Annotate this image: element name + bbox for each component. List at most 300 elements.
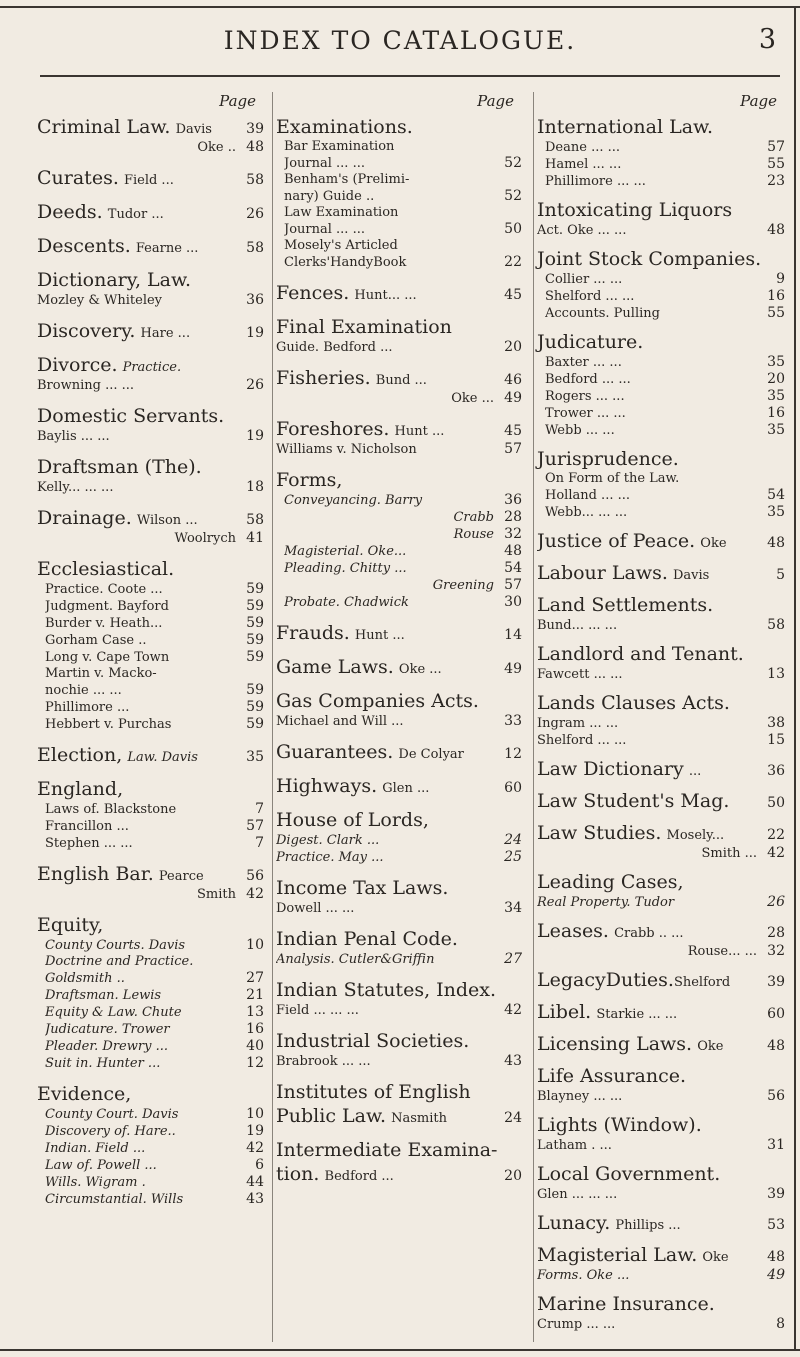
sub-entry-text: Journal ... ... [284, 222, 365, 237]
page-title: INDEX TO CATALOGUE. [223, 26, 577, 55]
index-entry [37, 234, 264, 258]
entry-page: 22 [767, 827, 785, 843]
sub-entry-page: 59 [246, 716, 264, 732]
sub-entry-row [537, 305, 785, 322]
entry-author: Shelford ... ... [537, 733, 627, 748]
entry-page: 56 [246, 868, 264, 884]
entry-page: 14 [504, 627, 522, 643]
sub-entry-text: Benham's (Prelimi- [284, 172, 410, 187]
entry-sublist [37, 801, 264, 852]
sub-entry-page: 50 [504, 221, 522, 237]
sub-entry-row [537, 354, 785, 371]
entry-page: 26 [246, 206, 264, 222]
entry-heading: International Law. [537, 116, 714, 138]
entry-heading: Deeds. [37, 201, 103, 223]
index-entry [537, 1243, 785, 1284]
sub-entry-row [537, 405, 785, 422]
entry-sublist [276, 139, 522, 271]
entry-heading: Law Studies. [537, 822, 662, 844]
sub-entry-page: 52 [504, 155, 522, 171]
sub-entry-text: Laws of. Blackstone [45, 802, 177, 817]
entry-page: 28 [767, 925, 785, 941]
sub-entry-row [537, 173, 785, 190]
sub-entry-text: Stephen ... ... [45, 836, 133, 851]
entry-heading: Industrial Societies. [276, 1030, 470, 1052]
sub-entry-page: 59 [246, 632, 264, 648]
entry-heading: Jurisprudence. [537, 448, 679, 470]
index-entry [276, 115, 522, 271]
index-entry [276, 417, 522, 458]
entry-page: 58 [246, 172, 264, 188]
entry-author: Crabb .. ... [614, 926, 684, 941]
entry-page: 57 [504, 441, 522, 457]
sub-entry-page: 7 [255, 835, 264, 851]
sub-entry-row [276, 221, 522, 238]
sub-entry-text: Bar Examination [284, 139, 395, 154]
index-entry [537, 691, 785, 749]
entry-heading: Fences. [276, 282, 350, 304]
entry-page: 36 [767, 763, 785, 779]
index-entry [276, 1138, 522, 1186]
sub-entry-row [37, 1106, 264, 1123]
page-header [0, 26, 800, 66]
entry-heading: Curates. [37, 167, 119, 189]
sub-entry-page: 54 [504, 560, 522, 576]
sub-entry-text: Magisterial. Oke... [284, 544, 407, 559]
sub-entry-text: Indian. Field ... [45, 1141, 146, 1156]
index-entry [537, 447, 785, 521]
entry-page: 24 [504, 832, 522, 848]
entry-heading: Land Settlements. [537, 594, 714, 616]
sub-entry-row [37, 1123, 264, 1140]
entry-page: 45 [504, 287, 522, 303]
index-entry [537, 821, 785, 862]
index-entry [37, 404, 264, 445]
sub-entry-page: 48 [504, 543, 522, 559]
entry-heading: Ecclesiastical. [37, 558, 175, 580]
entry-page: 50 [767, 795, 785, 811]
entry-heading: House of Lords, [276, 809, 429, 831]
sub-entry-text: Draftsman. Lewis [45, 988, 162, 1003]
sub-entry-text: Deane ... ... [545, 140, 620, 155]
entry-heading: Evidence, [37, 1083, 132, 1105]
sub-entry-row [276, 543, 522, 560]
sub-entry-page: 6 [255, 1157, 264, 1173]
sub-entry-text: Gorham Case .. [45, 633, 147, 648]
sub-entry-text: Phillimore ... [45, 700, 130, 715]
entry-heading: Examinations. [276, 116, 413, 138]
sub-entry-page: 59 [246, 598, 264, 614]
entry-page: 42 [767, 845, 785, 861]
entry-author: Oke .. [197, 140, 236, 155]
entry-page: 18 [246, 479, 264, 495]
entry-heading: Intermediate Examina- [276, 1139, 498, 1161]
entry-heading: Judicature. [537, 331, 644, 353]
index-entry [537, 198, 785, 239]
sub-entry-page: 19 [246, 1123, 264, 1139]
sub-entry-page: 10 [246, 937, 264, 953]
index-entry [276, 621, 522, 645]
sub-entry-page: 35 [767, 388, 785, 404]
index-entry [276, 774, 522, 798]
index-entry [37, 200, 264, 224]
sub-entry-text: Bedford ... ... [545, 372, 631, 387]
sub-entry-text: Collier ... ... [545, 272, 623, 287]
sub-entry-text: Mosely's Articled [284, 238, 398, 253]
sub-entry-row [37, 937, 264, 954]
entry-page: 43 [504, 1053, 522, 1069]
sub-entry-page: 52 [504, 188, 522, 204]
entry-page: 38 [767, 715, 785, 731]
entry-page: 34 [504, 900, 522, 916]
entry-page: 48 [767, 1038, 785, 1054]
entry-sublist [537, 471, 785, 521]
sub-entry-text: Law Examination [284, 205, 399, 220]
index-entry [37, 268, 264, 309]
entry-page: 48 [767, 1249, 785, 1265]
entry-author: Kelly... ... ... [37, 480, 114, 495]
entry-author: Law. Davis [127, 750, 198, 765]
sub-entry-row [37, 649, 264, 666]
frame-bottom-border [0, 1349, 800, 1351]
sub-entry-page: 12 [246, 1055, 264, 1071]
entry-author: Hunt ... [394, 424, 445, 439]
sub-entry-row [37, 1055, 264, 1072]
entry-heading: Domestic Servants. [37, 405, 225, 427]
index-entry [37, 319, 264, 343]
entry-heading: Life Assurance. [537, 1065, 687, 1087]
sub-entry-text: nary) Guide .. [284, 189, 375, 204]
entry-author: Hunt ... [354, 628, 405, 643]
sub-entry-text: Suit in. Hunter ... [45, 1056, 161, 1071]
sub-entry-row [37, 699, 264, 716]
sub-entry-row [537, 271, 785, 288]
entry-heading: Law Student's Mag. [537, 790, 730, 812]
entry-author: Digest. Clark ... [276, 833, 380, 848]
sub-entry-page: 13 [246, 1004, 264, 1020]
entry-author: Bedford ... [324, 1169, 394, 1184]
entry-page: 56 [767, 1088, 785, 1104]
index-entry [37, 557, 264, 733]
entry-heading: Indian Penal Code. [276, 928, 458, 950]
entry-author: De Colyar [398, 747, 464, 762]
entry-author: Crump ... ... [537, 1317, 616, 1332]
index-entry [276, 978, 522, 1019]
index-entry [37, 353, 264, 394]
sub-entry-page: 23 [767, 173, 785, 189]
entry-author: Ingram ... ... [537, 716, 619, 731]
sub-entry-page: 59 [246, 682, 264, 698]
sub-entry-row [37, 801, 264, 818]
entry-page: 49 [767, 1267, 785, 1283]
entry-heading: Indian Statutes, Index. [276, 979, 497, 1001]
entry-page: 53 [767, 1217, 785, 1233]
index-entry [276, 281, 522, 305]
sub-entry-page: 59 [246, 649, 264, 665]
sub-entry-row [37, 581, 264, 598]
entry-page: 24 [504, 1110, 522, 1126]
entry-heading: Lands Clauses Acts. [537, 692, 730, 714]
entry-heading: tion. [276, 1163, 320, 1185]
entry-author: Blayney ... ... [537, 1089, 623, 1104]
sub-entry-page: 35 [767, 354, 785, 370]
sub-entry-text: On Form of the Law. [545, 471, 680, 486]
entry-author: Oke ... [398, 662, 442, 677]
entry-heading: Gas Companies Acts. [276, 690, 479, 712]
sub-entry-text: Discovery of. Hare.. [45, 1124, 176, 1139]
entry-page: 39 [767, 1186, 785, 1202]
sub-entry-text: Journal ... ... [284, 156, 365, 171]
entry-author: Browning ... ... [37, 378, 135, 393]
entry-page: 46 [504, 372, 522, 388]
sub-entry-page: 30 [504, 594, 522, 610]
entry-heading: Labour Laws. [537, 562, 668, 584]
sub-entry-page: 22 [504, 254, 522, 270]
sub-entry-row [37, 1140, 264, 1157]
page-column-label: Page [740, 92, 777, 110]
index-entry [37, 743, 264, 767]
entry-heading: Libel. [537, 1001, 592, 1023]
entry-author: Guide. Bedford ... [276, 340, 393, 355]
sub-entry-page: 55 [767, 305, 785, 321]
sub-entry-text: Greening [432, 578, 494, 593]
entry-heading: English Bar. [37, 863, 154, 885]
index-entry [537, 115, 785, 190]
entry-heading: Descents. [37, 235, 131, 257]
sub-entry-row [276, 492, 522, 509]
sub-entry-row [37, 1174, 264, 1191]
entry-page: 33 [504, 713, 522, 729]
entry-heading: Leading Cases, [537, 871, 684, 893]
index-column-3 [533, 92, 785, 1342]
sub-entry-text: Webb... ... ... [545, 505, 628, 520]
entry-heading: England, [37, 778, 124, 800]
entry-page: 48 [767, 222, 785, 238]
entry-author: Nasmith [391, 1111, 447, 1126]
sub-entry-row [37, 835, 264, 852]
sub-entry-text: Long v. Cape Town [45, 650, 170, 665]
index-entry [276, 689, 522, 730]
sub-entry-page: 36 [504, 492, 522, 508]
sub-entry-page: 42 [246, 1140, 264, 1156]
entry-author: Fawcett ... ... [537, 667, 623, 682]
sub-entry-row [37, 818, 264, 835]
entry-heading: Marine Insurance. [537, 1293, 715, 1315]
entry-author: Pearce [158, 869, 204, 884]
index-entry [537, 529, 785, 553]
page-column-label: Page [477, 92, 514, 110]
sub-entry-text: Rouse [453, 527, 494, 542]
entry-heading: Intoxicating Liquors [537, 199, 733, 221]
entry-sublist [37, 1106, 264, 1208]
sub-entry-text: County Court. Davis [45, 1107, 179, 1122]
entry-author: Forms. Oke ... [537, 1268, 630, 1283]
entry-page: 39 [246, 121, 264, 137]
index-entry [37, 777, 264, 852]
sub-entry-text: Baxter ... ... [545, 355, 622, 370]
sub-entry-row [276, 254, 522, 271]
entry-page: 12 [504, 746, 522, 762]
entry-author: Field ... [123, 173, 174, 188]
entry-author: Wilson ... [136, 513, 198, 528]
sub-entry-page: 32 [504, 526, 522, 542]
entry-page: 15 [767, 732, 785, 748]
sub-entry-row [537, 487, 785, 504]
entry-author: Davis [673, 568, 710, 583]
entry-heading: Game Laws. [276, 656, 394, 678]
sub-entry-text: nochie ... ... [45, 683, 122, 698]
sub-entry-text: Doctrine and Practice. [45, 954, 194, 969]
entry-heading: Guarantees. [276, 741, 394, 763]
entry-heading: Lunacy. [537, 1212, 611, 1234]
entry-author: Hare ... [140, 326, 191, 341]
sub-entry-text: Judicature. Trower [45, 1022, 170, 1037]
sub-entry-text: Hamel ... ... [545, 157, 622, 172]
index-entry [537, 1000, 785, 1024]
index-entry [537, 593, 785, 634]
entry-heading: Discovery. [37, 320, 136, 342]
entry-author: Woolrych [174, 531, 236, 546]
sub-entry-text: Conveyancing. Barry [284, 493, 423, 508]
index-entry [537, 1032, 785, 1056]
entry-author: Mozley & Whiteley [37, 293, 163, 308]
index-entry [537, 330, 785, 439]
sub-entry-row [37, 954, 264, 970]
sub-entry-row [37, 1004, 264, 1021]
index-entry [537, 968, 785, 992]
sub-entry-row [537, 388, 785, 405]
index-entry [276, 876, 522, 917]
entry-heading: Public Law. [276, 1105, 387, 1127]
entry-page: 48 [246, 139, 264, 155]
entry-sublist [537, 139, 785, 190]
entry-page: 13 [767, 666, 785, 682]
sub-entry-page: 7 [255, 801, 264, 817]
entry-sublist [537, 271, 785, 322]
sub-entry-text: County Courts. Davis [45, 938, 186, 953]
entry-page: 41 [246, 530, 264, 546]
sub-entry-text: Pleading. Chitty ... [284, 561, 407, 576]
entry-page: 19 [246, 428, 264, 444]
frame-right-border [794, 6, 796, 1351]
index-entry [37, 913, 264, 1072]
sub-entry-page: 57 [504, 577, 522, 593]
entry-author: Fearne ... [135, 241, 199, 256]
entry-heading: LegacyDuties. [537, 969, 674, 991]
sub-entry-text: Crabb [453, 510, 494, 525]
entry-heading: Justice of Peace. [537, 530, 696, 552]
sub-entry-text: Clerks'HandyBook [284, 255, 407, 270]
sub-entry-page: 16 [246, 1021, 264, 1037]
entry-page: 42 [246, 886, 264, 902]
index-entry [276, 1029, 522, 1070]
sub-entry-row [37, 615, 264, 632]
sub-entry-text: Circumstantial. Wills [45, 1192, 184, 1207]
sub-entry-page: 44 [246, 1174, 264, 1190]
sub-entry-row [537, 371, 785, 388]
index-entry [537, 247, 785, 322]
sub-entry-text: Webb ... ... [545, 423, 615, 438]
index-entry [276, 655, 522, 679]
entry-author: Dowell ... ... [276, 901, 355, 916]
sub-entry-row [276, 594, 522, 611]
entry-page: 25 [504, 849, 522, 865]
sub-entry-page: 9 [776, 271, 785, 287]
entry-subheading: Practice. [122, 360, 182, 375]
entry-author: Davis [175, 122, 212, 137]
entry-heading: Frauds. [276, 622, 350, 644]
sub-entry-page: 21 [246, 987, 264, 1003]
index-entry [537, 757, 785, 781]
sub-entry-page: 40 [246, 1038, 264, 1054]
entry-author: Williams v. Nicholson [276, 442, 417, 457]
index-entry [537, 1292, 785, 1333]
entry-heading: Joint Stock Companies. [537, 248, 762, 270]
entry-sublist [276, 492, 522, 611]
sub-entry-row [37, 987, 264, 1004]
index-entry [37, 115, 264, 156]
entry-author: Bund ... [375, 373, 427, 388]
index-entry [537, 1064, 785, 1105]
entry-heading: Magisterial Law. [537, 1244, 698, 1266]
sub-entry-row [37, 666, 264, 682]
entry-author: Bund... ... ... [537, 618, 618, 633]
entry-heading: Highways. [276, 775, 378, 797]
entry-sublist [37, 581, 264, 733]
entry-heading: Licensing Laws. [537, 1033, 693, 1055]
entry-heading: Institutes of English [276, 1081, 471, 1103]
entry-author: Rouse... ... [687, 944, 757, 959]
sub-entry-page: 20 [767, 371, 785, 387]
entry-page: 31 [767, 1137, 785, 1153]
sub-entry-row [537, 471, 785, 487]
index-column-1 [37, 92, 264, 1342]
sub-entry-row [276, 526, 522, 543]
entry-page: 60 [767, 1006, 785, 1022]
entry-heading: Income Tax Laws. [276, 877, 449, 899]
index-entry [537, 789, 785, 813]
sub-entry-row [37, 970, 264, 987]
entry-page: 48 [767, 535, 785, 551]
page-column-label: Page [219, 92, 256, 110]
entry-author: Phillips ... [615, 1218, 681, 1233]
entry-author: Glen ... [382, 781, 430, 796]
sub-entry-text: Equity & Law. Chute [45, 1005, 182, 1020]
index-entry [537, 1211, 785, 1235]
sub-entry-text: Martin v. Macko- [45, 666, 157, 681]
index-entry [276, 1080, 522, 1128]
sub-entry-text: Hebbert v. Purchas [45, 717, 172, 732]
entry-author: Analysis. Cutler&Griffin [276, 952, 435, 967]
entry-author: ... [688, 764, 702, 779]
sub-entry-row [537, 139, 785, 156]
sub-entry-row [276, 238, 522, 254]
index-entry [537, 1113, 785, 1154]
page-number: 3 [758, 24, 776, 55]
sub-entry-page: 59 [246, 581, 264, 597]
sub-entry-row [276, 577, 522, 594]
entry-author: Field ... ... ... [276, 1003, 359, 1018]
entry-page: 27 [504, 951, 522, 967]
sub-entry-page: 35 [767, 422, 785, 438]
sub-entry-row [276, 205, 522, 221]
sub-entry-page: 16 [767, 288, 785, 304]
index-entry [537, 919, 785, 960]
entry-author: Michael and Will ... [276, 714, 404, 729]
entry-author: Latham . ... [537, 1138, 612, 1153]
sub-entry-text: Pleader. Drewry ... [45, 1039, 168, 1054]
sub-entry-page: 54 [767, 487, 785, 503]
